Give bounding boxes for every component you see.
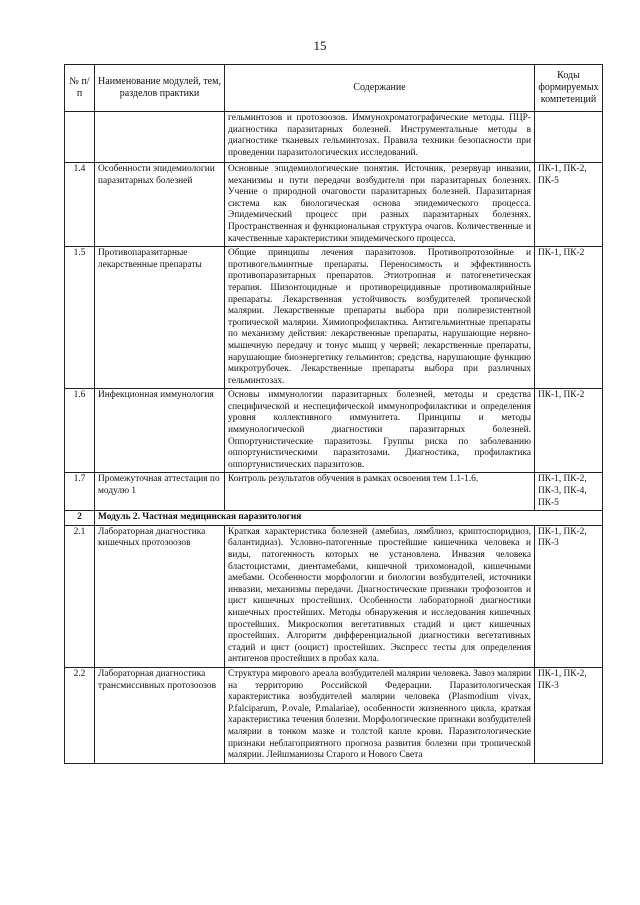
row-codes: ПК-1, ПК-2 [535, 389, 603, 473]
row-topic: Противопаразитарные лекарственные препараты [95, 247, 225, 389]
table-row [65, 525, 603, 667]
row-topic: Промежуточная аттестация по модулю 1 [95, 473, 225, 511]
row-num: 2.2 [65, 667, 95, 763]
module-row [65, 511, 603, 526]
table-header-row [65, 65, 603, 112]
row-content: Контроль результатов обучения в рамках освоения тем 1.1-1.6. [225, 473, 535, 511]
table-row [65, 473, 603, 511]
header-name: Наименование модулей, тем, разделов практики [95, 65, 225, 112]
row-content: Структура мирового ареала возбудителей малярии человека. Завоз малярии на территорию Российской Федерации. Паразитологическая характеристика возбудителей малярии человека (Plasmodium vivax, P.falciparum, P.ovale, P.malariae), особенности жизненного цикла, краткая характеристика течения болезни. Морфологические признаки возбудителей малярии в тонком мазке и толстой капле крови. Паразитологические признаки неблагоприятного прогноза развития болезни при тропической малярии. Лейшманиозы Старого и Нового Света [225, 667, 535, 763]
row-topic: Инфекционная иммунология [95, 389, 225, 473]
row-content: Основы иммунологии паразитарных болезней, методы и средства специфической и неспецифической иммунопрофилактики и определения уровня коллективного иммунитета. Принципы и методы иммунологической диагностики паразитарных болезней. Оппортунистические паразитозы. Группы риска по заболеванию оппортунистическими паразитозами. Диагностика, профилактика оппортунистических паразитозов. [225, 389, 535, 473]
row-num: 1.5 [65, 247, 95, 389]
table-row-continuation [65, 112, 603, 163]
row-content: гельминтозов и протозоозов. Иммунохроматографические методы. ПЦР-диагностика паразитарных болезней. Инструментальные методы в диагностике тканевых гельминтозах. Правила техники безопасности при проведении паразитологических исследований. [225, 112, 535, 163]
page-number: 15 [313, 38, 327, 53]
row-num: 1.6 [65, 389, 95, 473]
row-topic: Лабораторная диагностика трансмиссивных протозоозов [95, 667, 225, 763]
row-num: 1.4 [65, 163, 95, 247]
row-topic: Особенности эпидемиологии паразитарных болезней [95, 163, 225, 247]
header-num: № п/п [65, 65, 95, 112]
row-num: 2.1 [65, 525, 95, 667]
row-topic: Лабораторная диагностика кишечных протозоозов [95, 525, 225, 667]
row-codes: ПК-1, ПК-2, ПК-3 [535, 667, 603, 763]
table-row [65, 389, 603, 473]
module-num: 2 [65, 511, 95, 526]
row-content: Общие принципы лечения паразитозов. Противопротозойные и противогельминтные препараты. Переносимость и эффективность противопаразитарных препаратов. Этиотропная и патогенетическая терапия. Шизонтоцидные и противорецидивные противомалярийные препараты. Лекарственная устойчивость возбудителей тропической малярии. Лекарственные препараты выбора при полирезистентной тропической малярии. Химиопрофилактика. Антигельминтные препараты по механизму действия: лекарственные препараты, нарушающие нервно-мышечную передачу и тонус мышц у червей; лекарственные препараты, нарушающие биоэнергетику гельминтов; средства, нарушающие функцию микротрубочек. Лекарственные препараты выбора при различных гельминтозах. [225, 247, 535, 389]
row-content: Краткая характеристика болезней (амебиаз, лямблиоз, криптоспоридиоз, балантидиаз). Условно-патогенные простейшие кишечника человека и виды, патогенность которых не установлена. Инвазия человека бластоцистами, диентамебами, кишечной трихомонадой, кишечными амебами. Особенности морфологии и биологии возбудителей, источники инвазии, механизмы передачи. Диагностические признаки трофозоитов и цист кишечных простейших. Особенности лабораторной диагностики кишечных простейших. Методы обнаружения и исследования кишечных простейших. Микроскопия вегетативных стадий и цист кишечных простейших. Алгоритм дифференциальной диагностики вегетативных стадий и цист (ооцист) простейших. Экспресс тесты для определения антигенов простейших в пробах кала. [225, 525, 535, 667]
row-codes: ПК-1, ПК-2, ПК-3, ПК-4, ПК-5 [535, 473, 603, 511]
table-row [65, 247, 603, 389]
header-content: Содержание [225, 65, 535, 112]
row-codes: ПК-1, ПК-2 [535, 247, 603, 389]
row-codes: ПК-1, ПК-2, ПК-3 [535, 525, 603, 667]
curriculum-table [64, 64, 603, 764]
table-row [65, 667, 603, 763]
row-num: 1.7 [65, 473, 95, 511]
row-codes: ПК-1, ПК-2, ПК-5 [535, 163, 603, 247]
row-content: Основные эпидемиологические понятия. Источник, резервуар инвазии, механизмы и пути передачи возбудителя при паразитарных болезнях. Учение о природной очаговости паразитарных болезней. Паразитарная система как биологическая основа эпидемического процесса. Эпидемический процесс при разных паразитарных болезнях. Пространственная и функциональная структура очагов. Количественные и качественные характеристики эпидемического процесса. [225, 163, 535, 247]
module-title: Модуль 2. Частная медицинская паразитология [95, 511, 603, 526]
header-codes: Коды формируемых компетенций [535, 65, 603, 112]
table-row [65, 163, 603, 247]
